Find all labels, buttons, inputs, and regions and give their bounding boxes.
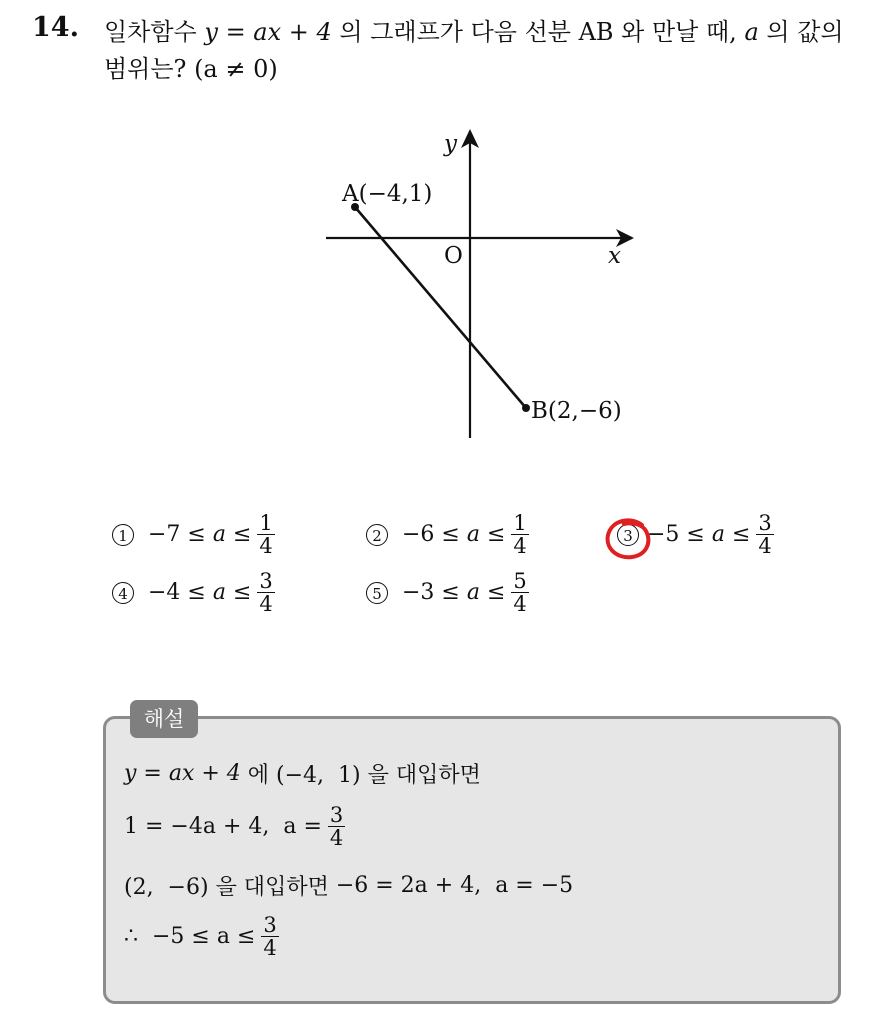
fraction-denominator: 4 [513,592,527,616]
choice-fraction [511,570,528,615]
choice-fraction [257,512,274,557]
choice-var: a [212,580,226,605]
fraction-numerator: 3 [758,511,772,535]
solution-line-4 [124,914,279,959]
choice-number-circle: 1 [112,524,134,546]
choice-lhs: −7 ≤ [148,522,213,547]
fraction-numerator: 3 [329,803,344,827]
fraction-numerator: 5 [513,569,527,593]
choice-2[interactable] [366,512,529,557]
point-b-label: B(2,−6) [531,398,622,424]
solution-line-3 [124,870,573,901]
choice-fraction [756,512,773,557]
answer-mark-stroke [608,520,649,557]
choice-var: a [466,580,480,605]
fraction-numerator: 1 [513,511,527,535]
solution-fraction [261,914,278,959]
choice-lhs: −6 ≤ [402,522,467,547]
fraction-denominator: 4 [259,592,273,616]
origin-label: O [444,243,463,269]
question-text [104,14,874,88]
question-text-part1: 일차함수 [104,18,205,46]
choice-lhs: −5 ≤ [647,522,712,547]
point-b [522,404,530,412]
solution-line-1 [124,758,481,789]
fraction-denominator: 4 [758,534,772,558]
choice-rhs: ≤ [724,522,751,547]
fraction-numerator: 3 [259,569,273,593]
choice-var: a [466,522,480,547]
fraction-numerator: 3 [263,913,277,937]
solution-equation: 1 = −4a + 4, a = [124,814,322,839]
solution-fraction [328,804,345,849]
solution-text: 에 (−4, 1) 을 대입하면 [240,763,481,788]
solution-equation: ∴ −5 ≤ a ≤ [124,924,256,949]
choice-lhs: −4 ≤ [148,580,213,605]
choice-number-circle: 4 [112,582,134,604]
choice-inequality [402,522,505,547]
fraction-denominator: 4 [513,534,527,558]
x-axis-label: x [608,243,621,269]
choice-rhs: ≤ [479,522,506,547]
choice-inequality [647,522,750,547]
fraction-denominator: 4 [259,534,273,558]
answer-mark-circle [602,515,656,565]
choice-number-circle: 3 [617,524,639,546]
solution-equation: y = ax + 4 [124,761,241,786]
fraction-denominator: 4 [329,826,344,850]
choice-rhs: ≤ [225,580,252,605]
solution-equation: −6 = 2a + 4, a = −5 [335,873,574,898]
choice-inequality [148,522,251,547]
choice-inequality [402,580,505,605]
question-condition: (a ≠ 0) [194,55,278,83]
solution-tag: 해설 [130,700,198,738]
question-equation: y = ax + 4 [204,18,332,46]
solution-text: (2, −6) 을 대입하면 [124,875,336,900]
choice-lhs: −3 ≤ [402,580,467,605]
choice-number-circle: 2 [366,524,388,546]
choice-var: a [212,522,226,547]
choice-rhs: ≤ [479,580,506,605]
choice-fraction [257,570,274,615]
fraction-numerator: 1 [259,511,273,535]
question-number: 14. [32,12,79,43]
point-a-label: A(−4,1) [342,181,433,207]
choice-5[interactable] [366,570,529,615]
choice-rhs: ≤ [225,522,252,547]
question-variable: a [744,18,759,46]
solution-line-2 [124,804,345,849]
fraction-denominator: 4 [263,936,277,960]
choice-4[interactable] [112,570,275,615]
question-text-part2: 의 그래프가 다음 선분 AB 와 만날 때, [331,18,745,46]
choice-inequality [148,580,251,605]
choice-1[interactable] [112,512,275,557]
coordinate-graph [300,115,650,450]
choice-fraction [511,512,528,557]
y-axis-label: y [444,131,457,157]
question-text-part3: 의 값의 범위는? [104,18,844,83]
choice-var: a [711,522,725,547]
choice-number-circle: 5 [366,582,388,604]
